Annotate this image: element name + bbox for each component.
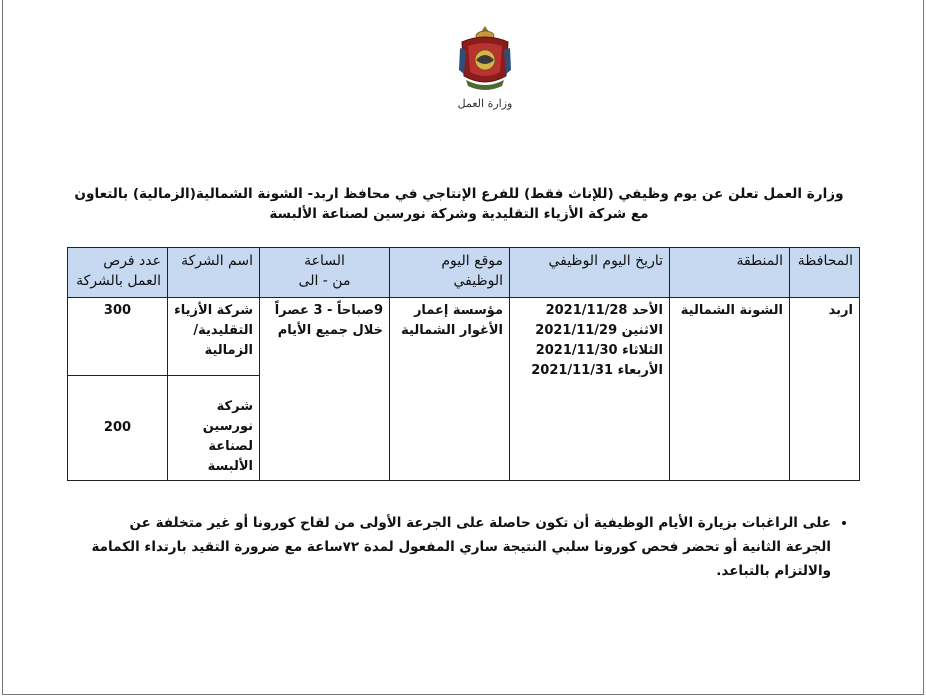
header-company: اسم الشركة xyxy=(168,248,260,298)
ministry-caption: وزارة العمل xyxy=(457,97,513,110)
date-line: الاثنين 2021/11/29 xyxy=(535,323,663,338)
header-hours-line-2: من - الى xyxy=(298,273,351,289)
announcement-heading xyxy=(63,184,855,224)
header-region: المنطقة xyxy=(670,248,790,298)
cell-location: مؤسسة إعمار الأغوار الشمالية xyxy=(390,298,510,481)
header-openings: عدد فرص العمل بالشركة xyxy=(68,248,168,298)
date-line: الأحد 2021/11/28 xyxy=(545,303,663,318)
date-line: الأربعاء 2021/11/31 xyxy=(531,363,663,378)
jordan-coat-of-arms-icon xyxy=(456,24,514,94)
cell-openings-2: 200 xyxy=(68,376,168,481)
cell-dates xyxy=(510,298,670,481)
note-item: • على الراغبات بزيارة الأيام الوظيفية أن تكون حاصلة على الجرعة الأولى من لقاح كورونا أو غير متخلفة عن الجرعة الثانية أو تحضر فحص كورونا سلبي النتيجة ساري المفعول لمدة ٧٢ساعة مع ضرورة التقيد بارتداء الكمامة والالتزام بالتباعد. xyxy=(83,511,831,583)
cell-region: الشونة الشمالية xyxy=(670,298,790,481)
job-day-table xyxy=(67,247,860,481)
cell-company-2: شركة نورسين لصناعة الألبسة xyxy=(168,376,260,481)
announcement-line-2: مع شركة الأزياء التقليدية وشركة نورسين لصناعة الألبسة xyxy=(269,206,649,222)
header-location: موقع اليوم الوظيفي xyxy=(390,248,510,298)
cell-openings-1: 300 xyxy=(68,298,168,376)
header-date: تاريخ اليوم الوظيفي xyxy=(510,248,670,298)
document-page xyxy=(2,0,924,695)
date-line: الثلاثاء 2021/11/30 xyxy=(535,343,663,358)
header-hours xyxy=(260,248,390,298)
header-governorate: المحافظة xyxy=(790,248,860,298)
cell-company-1: شركة الأزياء التقليدية/ الزمالية xyxy=(168,298,260,376)
header-hours-line-1: الساعة xyxy=(304,253,345,269)
cell-hours: 9صباحاً - 3 عصراً خلال جميع الأيام xyxy=(260,298,390,481)
announcement-line-1: وزارة العمل تعلن عن يوم وظيفي (للإناث فقط) للفرع الإنتاجي في محافظ اربد- الشونة الشمالية(الزمالية) بالتعاون xyxy=(74,186,844,202)
cell-governorate: اربد xyxy=(790,298,860,481)
requirements-notes xyxy=(83,511,853,583)
